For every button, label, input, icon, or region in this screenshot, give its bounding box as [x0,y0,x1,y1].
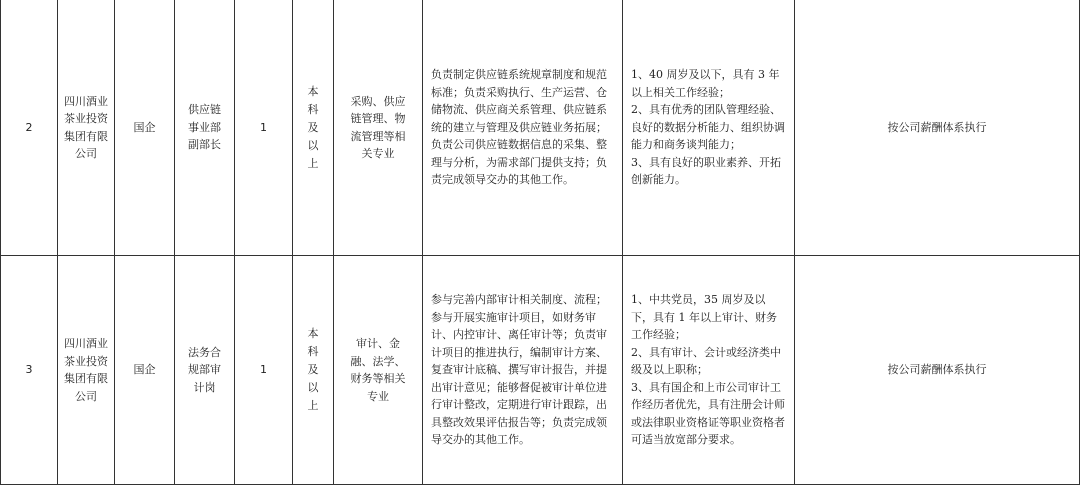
major-cell: 采购、供应链管理、物流管理等相关专业 [334,0,423,256]
education-cell: 本科及以上 [293,0,334,256]
table-row [1,256,1080,485]
row-index: 2 [1,0,58,256]
salary-cell: 按公司薪酬体系执行 [795,0,1080,256]
position-cell: 供应链事业部副部长 [175,0,235,256]
duties-cell: 负责制定供应链系统规章制度和规范标准；负责采购执行、生产运营、仓储物流、供应商关系管理、供应链系统的建立与管理及供应链业务拓展；负责公司供应链数据信息的采集、整理与分析，为需求部门提供支持；负责完成领导交办的其他工作。 [423,0,623,256]
count-cell: 1 [235,0,293,256]
company-cell: 四川酒业茶业投资集团有限公司 [58,256,115,485]
count-cell: 1 [235,256,293,485]
requirements-cell: 1、中共党员，35 周岁及以下，具有 1 年以上审计、财务工作经验； 2、具有审计、会计或经济类中级及以上职称； 3、具有国企和上市公司审计工作经历者优先，具有注册会计师或法律职业资格证等职业资格者可适当放宽部分要求。 [623,256,795,485]
salary-cell: 按公司薪酬体系执行 [795,256,1080,485]
requirements-cell: 1、40 周岁及以下，具有 3 年以上相关工作经验； 2、具有优秀的团队管理经验、良好的数据分析能力、组织协调能力和商务谈判能力； 3、具有良好的职业素养、开拓创新能力。 [623,0,795,256]
nature-cell: 国企 [115,0,175,256]
nature-cell: 国企 [115,256,175,485]
position-cell: 法务合规部审计岗 [175,256,235,485]
row-index: 3 [1,256,58,485]
education-cell: 本科及以上 [293,256,334,485]
table-row [1,0,1080,256]
duties-cell: 参与完善内部审计相关制度、流程；参与开展实施审计项目，如财务审计、内控审计、离任审计等；负责审计项目的推进执行，编制审计方案、复查审计底稿、撰写审计报告，并提出审计意见；能够督促被审计单位进行审计整改，定期进行审计跟踪，出具整改效果评估报告等；负责完成领导交办的其他工作。 [423,256,623,485]
company-cell: 四川酒业茶业投资集团有限公司 [58,0,115,256]
major-cell: 审计、金融、法学、财务等相关专业 [334,256,423,485]
